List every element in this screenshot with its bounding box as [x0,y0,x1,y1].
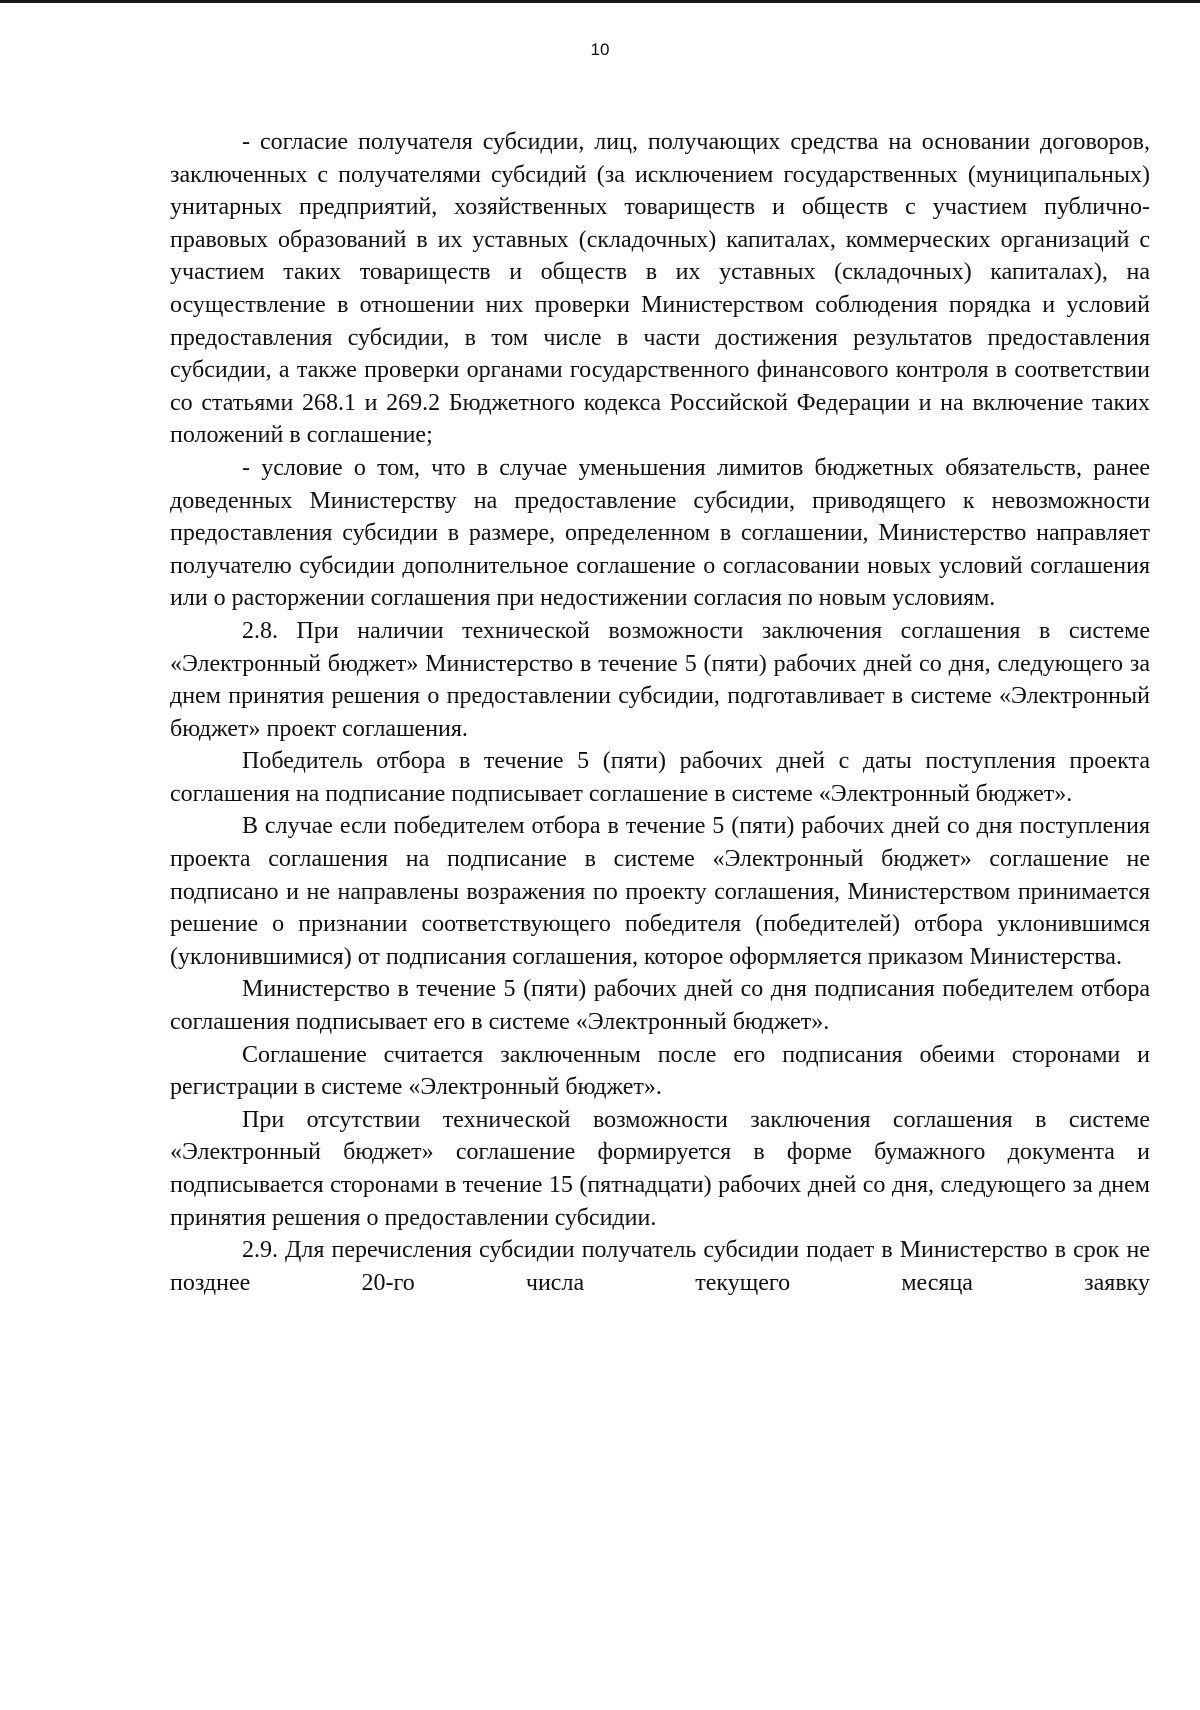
paragraph-consent: - согласие получателя субсидии, лиц, получающих средства на основании договоров, заключенных с получателями субсидий (за исключением государственных (муниципальных) унитарных предприятий, хозяйственных товариществ и обществ с участием публично-правовых образований в их уставных (складочных) капиталах, коммерческих организаций с участием таких товариществ и обществ в их уставных (складочных) капиталах), на осуществление в отношении них проверки Министерством соблюдения порядка и условий предоставления субсидии, в том числе в части достижения результатов предоставления субсидии, а также проверки органами государственного финансового контроля в соответствии со статьями 268.1 и 269.2 Бюджетного кодекса Российской Федерации и на включение таких положений в соглашение; [170,129,1150,449]
page-number: 10 [590,40,610,59]
paragraph-paper-form: При отсутствии технической возможности заключения соглашения в системе «Электронный бюджет» соглашение формируется в форме бумажного документа и подписывается сторонами в течение 15 (пятнадцати) рабочих дней со дня, следующего за днем принятия решения о предоставлении субсидии. [170,1106,1150,1231]
paragraph-ministry-signs: Министерство в течение 5 (пяти) рабочих дней со дня подписания победителем отбора соглашения подписывает его в системе «Электронный бюджет». [170,976,1150,1036]
paragraph-2-9: 2.9. Для перечисления субсидии получатель субсидии подает в Министерство в срок не позднее 20-го числа текущего месяца заявку [170,1237,1150,1296]
paragraph-winner-signs: Победитель отбора в течение 5 (пяти) рабочих дней с даты поступления проекта соглашения на подписание подписывает соглашение в системе «Электронный бюджет». [170,748,1150,807]
paragraph-evasion: В случае если победителем отбора в течение 5 (пяти) рабочих дней со дня поступления проекта соглашения на подписание в системе «Электронный бюджет» соглашение не подписано и не направлены возражения по проекту соглашения, Министерством принимается решение о признании соответствующего победителя (победителей) отбора уклонившимся (уклонившимися) от подписания соглашения, которое оформляется приказом Министерства. [170,813,1150,970]
document-body [170,126,1150,1299]
top-rule [0,0,1200,3]
paragraph-budget-limits-condition: - условие о том, что в случае уменьшения лимитов бюджетных обязательств, ранее доведенных Министерству на предоставление субсидии, приводящего к невозможности предоставления субсидии в размере, определенном в соглашении, Министерство направляет получателю субсидии дополнительное соглашение о согласовании новых условий соглашения или о расторжении соглашения при недостижении согласия по новым условиям. [170,454,1150,612]
paragraph-agreement-concluded: Соглашение считается заключенным после его подписания обеими сторонами и регистрации в системе «Электронный бюджет». [170,1041,1150,1101]
paragraph-2-8: 2.8. При наличии технической возможности заключения соглашения в системе «Электронный бюджет» Министерство в течение 5 (пяти) рабочих дней со дня, следующего за днем принятия решения о предоставлении субсидии, подготавливает в системе «Электронный бюджет» проект соглашения. [170,617,1150,742]
